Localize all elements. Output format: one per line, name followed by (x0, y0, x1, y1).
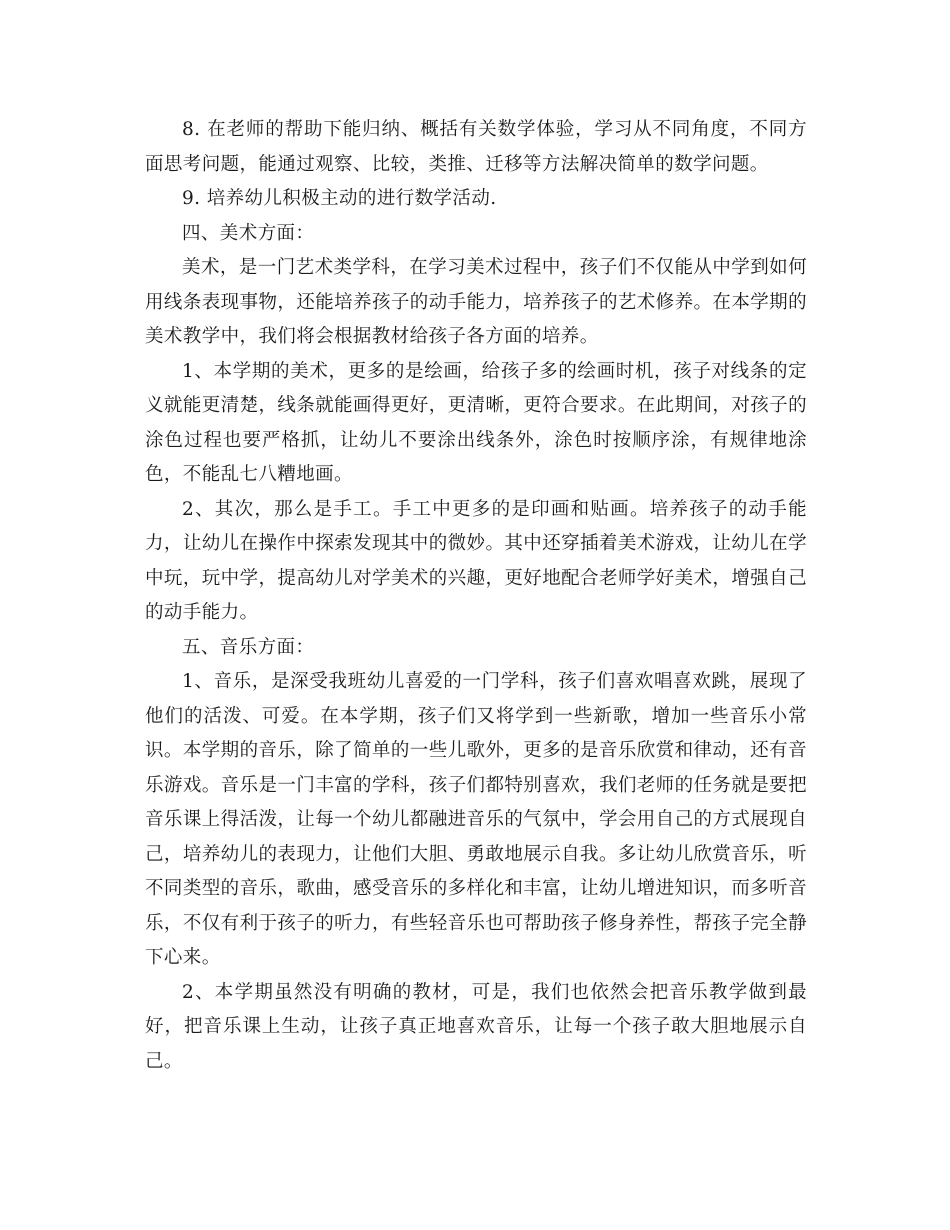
paragraph-music-2: 2、本学期虽然没有明确的教材，可是，我们也依然会把音乐教学做到最好，把音乐课上生动，让孩子真正地喜欢音乐，让每一个孩子敢大胆地展示自己。 (145, 981, 807, 1072)
paragraph-art-intro: 美术，是一门艺术类学科，在学习美术过程中，孩子们不仅能从中学到如何用线条表现事物，还能培养孩子的动手能力，培养孩子的艺术修养。在本学期的美术教学中，我们将会根据教材给孩子各方面的培养。 (145, 257, 807, 347)
paragraph-item-9: 9. 培养幼儿积极主动的进行数学活动. (182, 188, 497, 209)
section-heading-music: 五、音乐方面： (182, 636, 315, 658)
paragraph-item-8: 8. 在老师的帮助下能归纳、概括有关数学体验，学习从不同角度，不同方面思考问题，能通过观察、比较，类推、迁移等方法解决简单的数学问题。 (145, 119, 807, 175)
section-heading-art: 四、美术方面： (182, 222, 315, 244)
document-body (145, 113, 807, 1079)
paragraph-music-1: 1、音乐，是深受我班幼儿喜爱的一门学科，孩子们喜欢唱喜欢跳，展现了他们的活泼、可爱。在本学期，孩子们又将学到一些新歌，增加一些音乐小常识。本学期的音乐，除了简单的一些儿歌外，更多的是音乐欣赏和律动，还有音乐游戏。音乐是一门丰富的学科，孩子们都特别喜欢，我们老师的任务就是要把音乐课上得活泼，让每一个幼儿都融进音乐的气氛中，学会用自己的方式展现自己，培养幼儿的表现力，让他们大胆、勇敢地展示自我。多让幼儿欣赏音乐，听不同类型的音乐，歌曲，感受音乐的多样化和丰富，让幼儿增进知识，而多听音乐，不仅有利于孩子的听力，有些轻音乐也可帮助孩子修身养性，帮孩子完全静下心来。 (145, 671, 807, 968)
paragraph-art-1: 1、本学期的美术，更多的是绘画，给孩子多的绘画时机，孩子对线条的定义就能更清楚，线条就能画得更好，更清晰，更符合要求。在此期间，对孩子的涂色过程也要严格抓，让幼儿不要涂出线条外，涂色时按顺序涂，有规律地涂色，不能乱七八糟地画。 (145, 360, 807, 485)
paragraph-art-2: 2、其次，那么是手工。手工中更多的是印画和贴画。培养孩子的动手能力，让幼儿在操作中探索发现其中的微妙。其中还穿插着美术游戏，让幼儿在学中玩，玩中学，提高幼儿对学美术的兴趣，更好地配合老师学好美术，增强自己的动手能力。 (145, 498, 807, 623)
